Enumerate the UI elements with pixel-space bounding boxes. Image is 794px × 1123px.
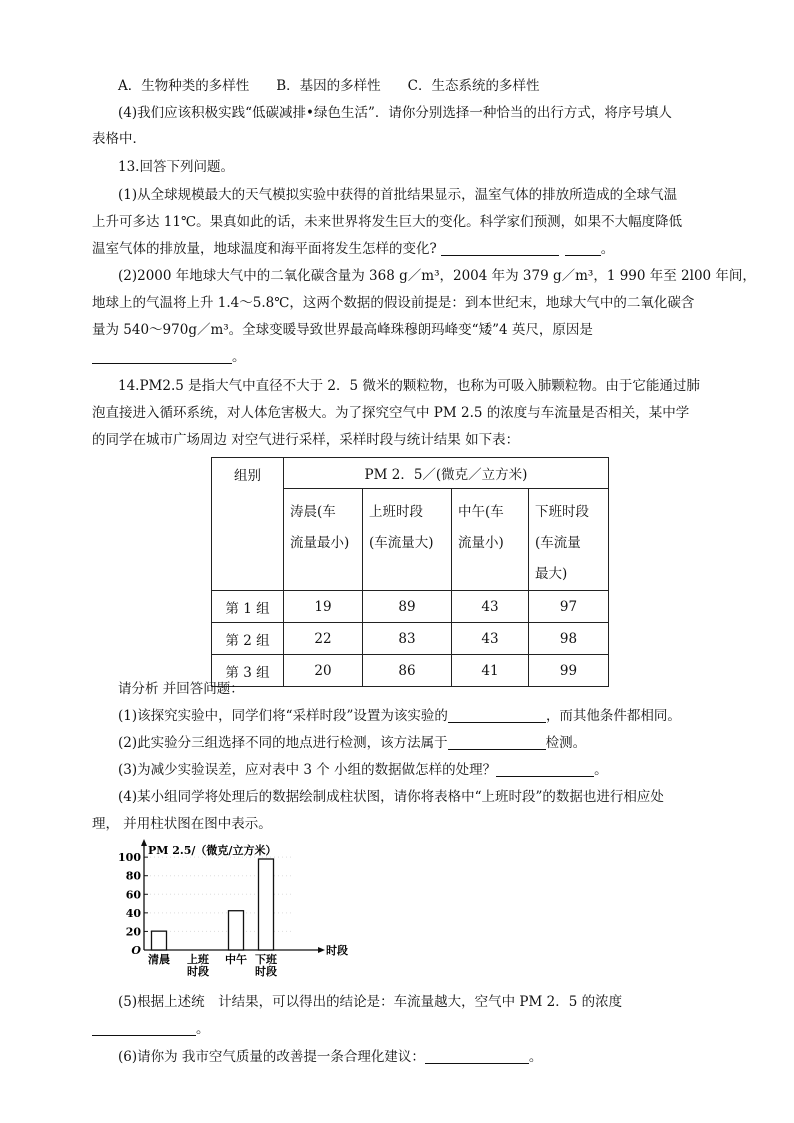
row-label: 第 2 组 (212, 623, 284, 655)
y-tick-label: 60 (125, 888, 141, 902)
table-cell: 19 (284, 591, 363, 623)
table-cell: 43 (452, 623, 529, 655)
row-label: 第 3 组 (212, 655, 284, 687)
x-tick-label: 上班 (187, 953, 209, 966)
q14-6-blank[interactable] (425, 1048, 529, 1064)
bar-下班时段 (259, 859, 274, 950)
question-14-line1: 14.PM2.5 是指大气中直径不大于 2．5 微米的颗粒物，也称为可吸入肺颗粒物。由于它能通过肺 (118, 378, 700, 394)
header-early-morning: 涛晨(车 流量最小) (284, 489, 363, 591)
x-axis-arrow (318, 947, 325, 953)
table-cell: 22 (284, 623, 363, 655)
table-cell: 41 (452, 655, 529, 687)
q14-4-line1: (4)某小组同学将处理后的数据绘制成柱状图，请你将表格中“上班时段”的数据也进行相应处 (118, 789, 664, 805)
pm25-data-table (211, 457, 609, 687)
table-cell: 98 (529, 623, 609, 655)
y-tick-label: 100 (118, 851, 141, 865)
chart-title: PM 2.5/（微克/立方米） (148, 844, 277, 857)
table-cell: 97 (529, 591, 609, 623)
bar-清晨 (152, 931, 167, 950)
table-cell: 83 (363, 623, 452, 655)
q14-5-line1: (5)根据上述统 计结果，可以得出的结论是：车流量越大，空气中 PM 2．5 的浓度 (118, 994, 623, 1010)
q14-3-blank[interactable] (496, 761, 594, 777)
y-axis-arrow (141, 839, 147, 846)
q14-5-blank[interactable] (92, 1020, 196, 1036)
q14-2-blank[interactable] (448, 734, 546, 750)
pm-header-cell: PM 2．5／(微克／立方米) (284, 458, 609, 489)
q13-1-blank-b[interactable] (565, 240, 601, 256)
table-cell: 89 (363, 591, 452, 623)
x-tick-label: 下班 (255, 953, 277, 966)
table-row (212, 623, 609, 655)
q14-6-line: (6)请你为 我市空气质量的改善提一条合理化建议： 。 (118, 1049, 543, 1065)
origin-label: O (131, 944, 141, 957)
q13-1-line1: (1)从全球规模最大的天气模拟实验中获得的首批结果显示，温室气体的排放所造成的全球气温 (118, 187, 678, 203)
q14-4-line2: 理， 并用柱状图在图中表示。 (92, 816, 272, 832)
q14-3-line: (3)为减少实验误差，应对表中 3 个 小组的数据做怎样的处理？ 。 (118, 762, 608, 778)
q14-2-line: (2)此实验分三组选择不同的地点进行检测，该方法属于 检测。 (118, 735, 587, 751)
q13-2-blank[interactable] (92, 348, 232, 364)
header-noon: 中午(车 流量小) (452, 489, 529, 591)
bar-中午 (229, 911, 244, 950)
x-tick-label: 时段 (187, 965, 209, 978)
q14-5-line2: 。 (92, 1019, 210, 1039)
row-label: 第 1 组 (212, 591, 284, 623)
q13-2-line1: (2)2000 年地球大气中的二氧化碳含量为 368 g／m³，2004 年为 379 g／m³，1 990 年至 2l00 年间， (118, 268, 756, 284)
q13-2-line4: 。 (92, 347, 246, 367)
table-cell: 43 (452, 591, 529, 623)
q13-1-line3: 温室气体的排放量，地球温度和海平面将发生怎样的变化? 。 (92, 241, 615, 257)
question-14-line3: 的同学在城市广场周边 对空气进行采样，采样时段与统计结果 如下表： (92, 432, 520, 448)
table-row (212, 591, 609, 623)
x-tick-label: 时段 (255, 965, 277, 978)
table-cell: 99 (529, 655, 609, 687)
header-commute-evening: 下班时段 (车流量 最大) (529, 489, 609, 591)
x-tick-label: 清晨 (148, 953, 170, 966)
group-header-cell: 组别 (212, 458, 284, 591)
x-tick-label: 中午 (225, 953, 247, 966)
table-cell: 86 (363, 655, 452, 687)
analyze-prompt: 请分析 并回答问题： (118, 681, 244, 697)
y-tick-label: 20 (125, 925, 141, 939)
q14-1-blank[interactable] (448, 707, 546, 723)
question-13-title: 13.回答下列问题。 (118, 159, 234, 175)
question-14-line2: 泡直接进入循环系统，对人体危害极大。为了探究空气中 PM 2.5 的浓度与车流量是否相关，某中学 (92, 405, 690, 421)
table-row (212, 655, 609, 687)
q4-text-line1: (4)我们应该积极实践“低碳减排•绿色生活”．请你分别选择一种恰当的出行方式，将序号填人 (118, 105, 672, 121)
header-commute-morning: 上班时段 (车流量大) (363, 489, 452, 591)
options-line: A．生物种类的多样性 B．基因的多样性 C．生态系统的多样性 (118, 78, 540, 94)
q14-1-line: (1)该探究实验中，同学们将“采样时段”设置为该实验的 ，而其他条件都相同。 (118, 708, 681, 724)
y-tick-label: 40 (125, 906, 141, 920)
pm25-bar-chart (118, 838, 358, 978)
q13-2-line3: 量为 540～970g／m³。全球变暖导致世界最高峰珠穆朗玛峰变“矮”4 英尺，原因是 (92, 322, 593, 338)
y-tick-label: 80 (125, 869, 141, 883)
q13-2-line2: 地球上的气温将上升 1.4～5.8℃，这两个数据的假设前提是：到本世纪末，地球大气中的二氧化碳含 (92, 295, 695, 311)
q13-1-line2: 上升可多达 11℃。果真如此的话，未来世界将发生巨大的变化。科学家们预测，如果不大幅度降低 (92, 214, 683, 230)
q4-text-line2: 表格中． (92, 131, 146, 147)
table-cell: 20 (284, 655, 363, 687)
x-axis-label: 时段 (326, 944, 348, 957)
q13-1-blank-a[interactable] (441, 240, 559, 256)
